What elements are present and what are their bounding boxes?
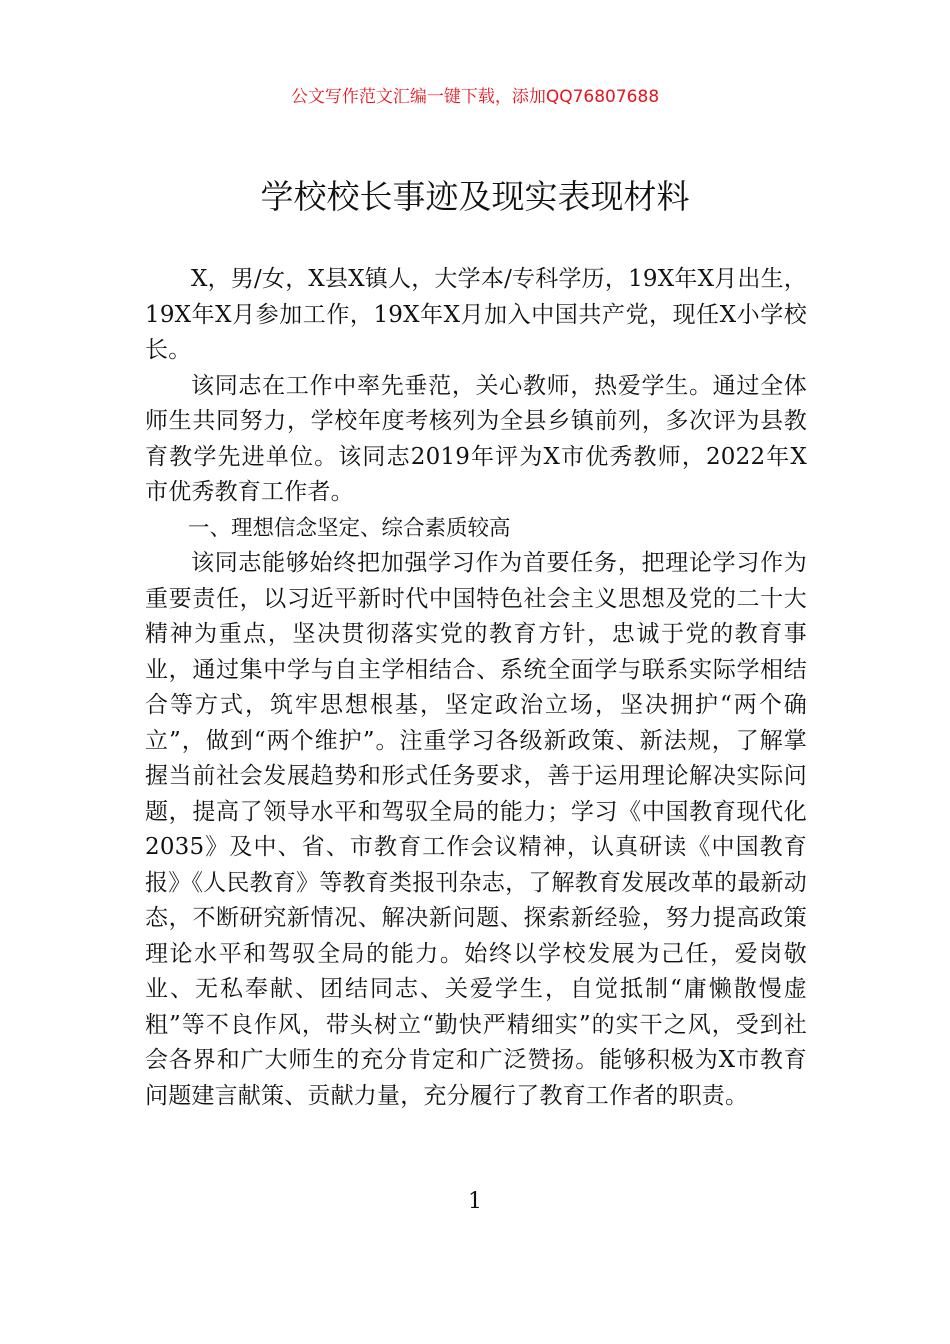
section-body-paragraph: 该同志能够始终把加强学习作为首要任务，把理论学习作为重要责任，以习近平新时代中国特色社会主义思想及党的二十大精神为重点，坚决贯彻落实党的教育方针，忠诚于党的教育事业，通过集中学与自主学相结合、系统全面学与联系实际学相结合等方式，筑牢思想根基，坚定政治立场，坚决拥护“两个确立”，做到“两个维护”。注重学习各级新政策、新法规，了解掌握当前社会发展趋势和形式任务要求，善于运用理论解决实际问题，提高了领导水平和驾驭全局的能力；学习《中国教育现代化2035》及中、省、市教育工作会议精神，认真研读《中国教育报》《人民教育》等教育类报刊杂志，了解教育发展改革的最新动态，不断研究新情况、解决新问题、探索新经验，努力提高政策理论水平和驾驭全局的能力。始终以学校发展为己任，爱岗敬业、无私奉献、团结同志、关爱学生，自觉抵制“庸懒散慢虚粗”等不良作风，带头树立“勤快严精细实”的实干之风，受到社会各界和广大师生的充分肯定和广泛赞扬。能够积极为X市教育问题建言献策、贡献力量，充分履行了教育工作者的职责。 — [145, 550, 807, 1109]
document-title: 学校校长事迹及现实表现材料 — [260, 177, 690, 216]
document-body — [145, 262, 807, 1114]
page-number: 1 — [468, 1189, 482, 1214]
header-download-note: 公文写作范文汇编一键下载，添加QQ76807688 — [290, 87, 660, 107]
intro-paragraph: X，男/女，X县X镇人，大学本/专科学历，19X年X月出生，19X年X月参加工作，19X年X月加入中国共产党，现任X小学校长。 — [145, 266, 807, 363]
section-heading: 一、理想信念坚定、综合素质较高 — [188, 515, 511, 541]
summary-paragraph: 该同志在工作中率先垂范，关心教师，热爱学生。通过全体师生共同努力，学校年度考核列为全县乡镇前列，多次评为县教育教学先进单位。该同志2019年评为X市优秀教师，2022年X市优秀教育工作者。 — [145, 372, 807, 505]
